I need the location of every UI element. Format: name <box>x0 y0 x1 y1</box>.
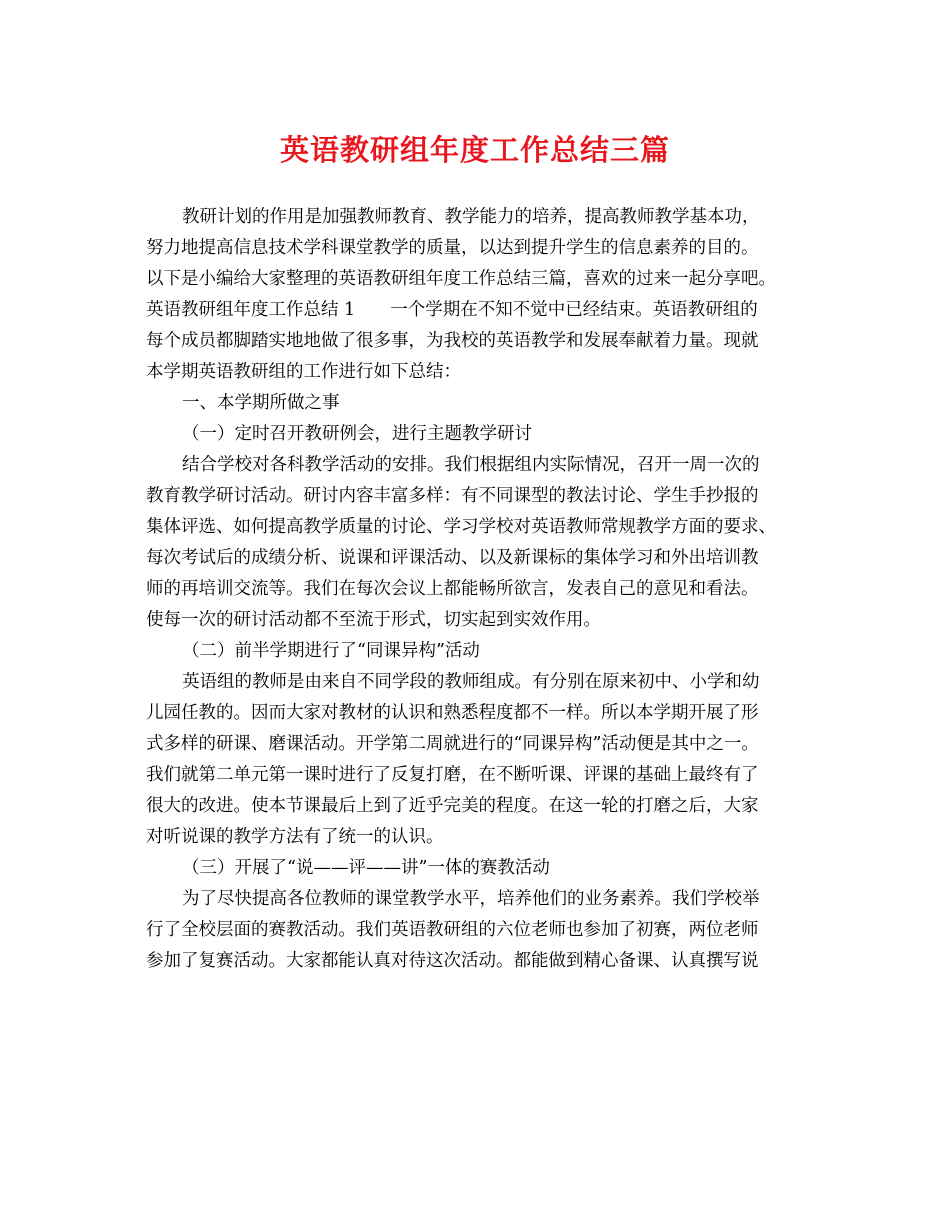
text-line: 师的再培训交流等。我们在每次会议上都能畅所欲言，发表自己的意见和看法。 <box>146 579 759 599</box>
text-line: 本学期英语教研组的工作进行如下总结： <box>146 362 461 382</box>
document-body <box>146 202 806 977</box>
text-line: 为了尽快提高各位教师的课堂教学水平，培养他们的业务素养。我们学校举 <box>182 889 760 909</box>
text-line: 行了全校层面的赛教活动。我们英语教研组的六位老师也参加了初赛，两位老师 <box>146 920 759 940</box>
subsection-heading: （三）开展了“说——评——讲”一体的赛教活动 <box>182 858 550 878</box>
subsection-heading: （一）定时召开教研例会，进行主题教学研讨 <box>182 424 532 444</box>
text-line: 很大的改进。使本节课最后上到了近乎完美的程度。在这一轮的打磨之后，大家 <box>146 796 759 816</box>
text-line: 英语组的教师是由来自不同学段的教师组成。有分别在原来初中、小学和幼 <box>182 672 760 692</box>
text-line: 我们就第二单元第一课时进行了反复打磨，在不断听课、评课的基础上最终有了 <box>146 765 759 785</box>
section-heading: 一、本学期所做之事 <box>182 393 340 413</box>
text-line: 努力地提高信息技术学科课堂教学的质量，以达到提升学生的信息素养的目的。 <box>146 238 759 258</box>
text-line: 英语教研组年度工作总结 1 一个学期在不知不觉中已经结束。英语教研组的 <box>146 300 758 320</box>
text-line: 儿园任教的。因而大家对教材的认识和熟悉程度都不一样。所以本学期开展了形 <box>146 703 759 723</box>
text-line: 以下是小编给大家整理的英语教研组年度工作总结三篇，喜欢的过来一起分享吧。 <box>146 269 776 289</box>
text-line: 对听说课的教学方法有了统一的认识。 <box>146 827 444 847</box>
text-line: 教研计划的作用是加强教师教育、教学能力的培养，提高教师教学基本功， <box>182 207 760 227</box>
text-line: 教育教学研讨活动。研讨内容丰富多样：有不同课型的教法讨论、学生手抄报的 <box>146 486 759 506</box>
text-line: 每个成员都脚踏实地地做了很多事，为我校的英语教学和发展奉献着力量。现就 <box>146 331 759 351</box>
document-title: 英语教研组年度工作总结三篇 <box>279 133 670 167</box>
text-line: 每次考试后的成绩分析、说课和评课活动、以及新课标的集体学习和外出培训教 <box>146 548 759 568</box>
subsection-heading: （二）前半学期进行了“同课异构”活动 <box>182 641 480 661</box>
text-line: 结合学校对各科教学活动的安排。我们根据组内实际情况，召开一周一次的 <box>182 455 760 475</box>
text-line: 使每一次的研讨活动都不至流于形式，切实起到实效作用。 <box>146 610 601 630</box>
text-line: 式多样的研课、磨课活动。开学第二周就进行的“同课异构”活动便是其中之一。 <box>146 734 759 754</box>
text-line: 参加了复赛活动。大家都能认真对待这次活动。都能做到精心备课、认真撰写说 <box>146 951 759 971</box>
text-line: 集体评选、如何提高教学质量的讨论、学习学校对英语教师常规教学方面的要求、 <box>146 517 776 537</box>
